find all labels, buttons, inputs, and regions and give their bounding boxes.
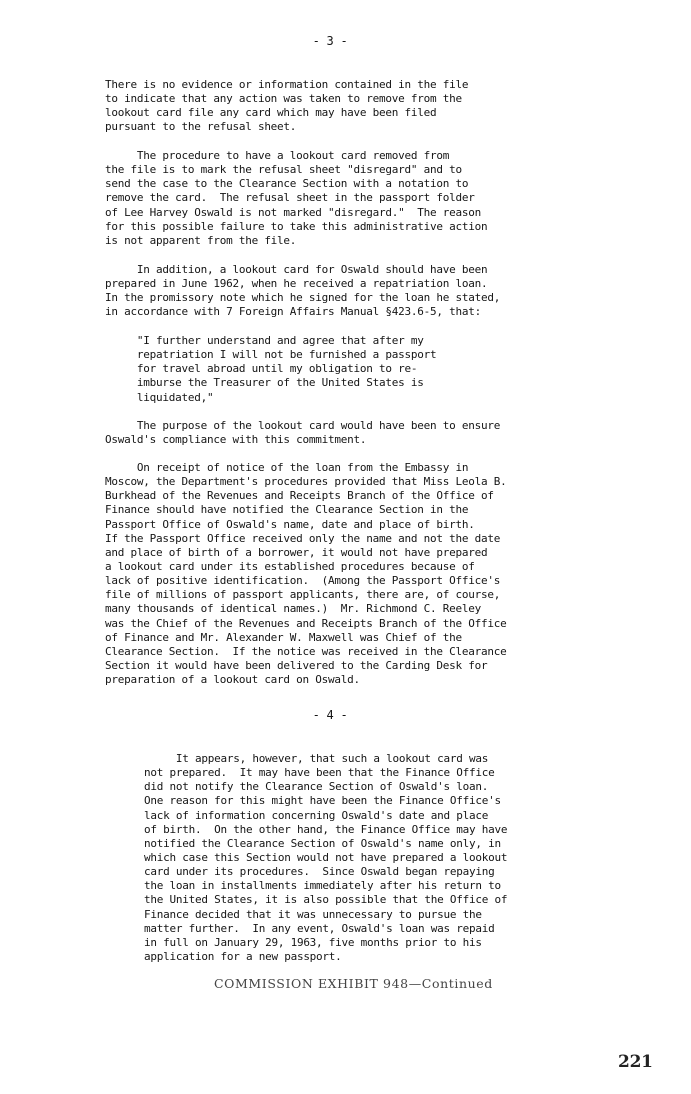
text-line: One reason for this might have been the Finance Office's <box>144 794 501 808</box>
text-line: Oswald's compliance with this commitment. <box>105 433 367 447</box>
text-line: a lookout card under its established procedures because of <box>105 559 475 573</box>
text-line: the file is to mark the refusal sheet "disregard" and to <box>105 163 462 177</box>
text-line: Finance should have notified the Clearance Section in the <box>105 503 469 517</box>
text-line: file of millions of passport applicants, there are, of course, <box>105 588 501 602</box>
text-line: was the Chief of the Revenues and Receipts Branch of the Office <box>105 616 507 630</box>
text-line: to indicate that any action was taken to remove from the <box>105 92 462 106</box>
page-3-quotation <box>105 334 436 405</box>
text-line: If the Passport Office received only the name and not the date <box>105 531 501 545</box>
text-line: repatriation I will not be furnished a passport <box>105 348 437 362</box>
text-line: card under its procedures. Since Oswald began repaying <box>144 865 495 879</box>
text-line: for this possible failure to take this administrative action <box>105 219 488 233</box>
text-line: On receipt of notice of the loan from the Embassy in <box>105 461 469 474</box>
text-line: liquidated," <box>105 390 214 404</box>
text-line: lookout card file any card which may have been filed <box>105 106 437 120</box>
text-line: It appears, however, that such a lookout card was <box>144 752 489 765</box>
text-line: lack of information concerning Oswald's date and place <box>144 808 489 822</box>
text-line: prepared in June 1962, when he received a repatriation loan. <box>105 277 488 291</box>
text-line: preparation of a lookout card on Oswald. <box>105 673 360 687</box>
page-3-paragraph-1 <box>105 78 468 135</box>
page-4-paragraph-1 <box>144 752 507 964</box>
text-line: for travel abroad until my obligation to re- <box>105 362 418 376</box>
text-line: the loan in installments immediately after his return to <box>144 879 501 893</box>
text-line: not prepared. It may have been that the Finance Office <box>144 766 495 780</box>
text-line: pursuant to the refusal sheet. <box>105 120 297 134</box>
text-line: is not apparent from the file. <box>105 233 297 247</box>
text-line: In addition, a lookout card for Oswald should have been <box>105 263 488 276</box>
text-line: The purpose of the lookout card would have been to ensure <box>105 419 501 432</box>
text-line: application for a new passport. <box>144 949 342 963</box>
folio-page-number: 221 <box>618 1052 653 1072</box>
text-line: send the case to the Clearance Section with a notation to <box>105 177 469 191</box>
page-3-paragraph-2 <box>105 149 487 248</box>
text-line: In the promissory note which he signed for the loan he stated, <box>105 291 501 305</box>
text-line: notified the Clearance Section of Oswald's name only, in <box>144 836 501 850</box>
exhibit-caption: COMMISSION EXHIBIT 948—Continued <box>214 976 493 991</box>
text-line: lack of positive identification. (Among the Passport Office's <box>105 574 501 588</box>
text-line: imburse the Treasurer of the United States is <box>105 376 424 390</box>
text-line: did not notify the Clearance Section of Oswald's loan. <box>144 780 489 794</box>
text-line: of Finance and Mr. Alexander W. Maxwell was Chief of the <box>105 630 462 644</box>
text-line: of birth. On the other hand, the Finance Office may have <box>144 822 508 836</box>
text-line: many thousands of identical names.) Mr. Richmond C. Reeley <box>105 602 481 616</box>
text-line: Section it would have been delivered to the Carding Desk for <box>105 658 488 672</box>
text-line: Passport Office of Oswald's name, date and place of birth. <box>105 517 475 531</box>
text-line: in accordance with 7 Foreign Affairs Manual §423.6-5, that: <box>105 305 481 319</box>
page-number-4: - 4 - <box>312 708 348 722</box>
text-line: the United States, it is also possible that the Office of <box>144 893 508 907</box>
text-line: There is no evidence or information contained in the file <box>105 78 469 91</box>
text-line: matter further. In any event, Oswald's loan was repaid <box>144 921 495 935</box>
page-3-paragraph-4 <box>105 419 500 447</box>
text-line: in full on January 29, 1963, five months prior to his <box>144 935 482 949</box>
text-line: remove the card. The refusal sheet in the passport folder <box>105 191 475 205</box>
page-3-paragraph-3 <box>105 263 500 320</box>
text-line: "I further understand and agree that after my <box>105 334 424 347</box>
text-line: Clearance Section. If the notice was received in the Clearance <box>105 644 507 658</box>
page-number-3: - 3 - <box>312 34 348 48</box>
text-line: and place of birth of a borrower, it would not have prepared <box>105 545 488 559</box>
text-line: of Lee Harvey Oswald is not marked "disregard." The reason <box>105 205 481 219</box>
text-line: Burkhead of the Revenues and Receipts Branch of the Office of <box>105 489 494 503</box>
text-line: Finance decided that it was unnecessary to pursue the <box>144 907 482 921</box>
text-line: The procedure to have a lookout card removed from <box>105 149 450 162</box>
page-3-paragraph-5 <box>105 461 506 687</box>
text-line: which case this Section would not have prepared a lookout <box>144 850 508 864</box>
text-line: Moscow, the Department's procedures provided that Miss Leola B. <box>105 475 507 489</box>
